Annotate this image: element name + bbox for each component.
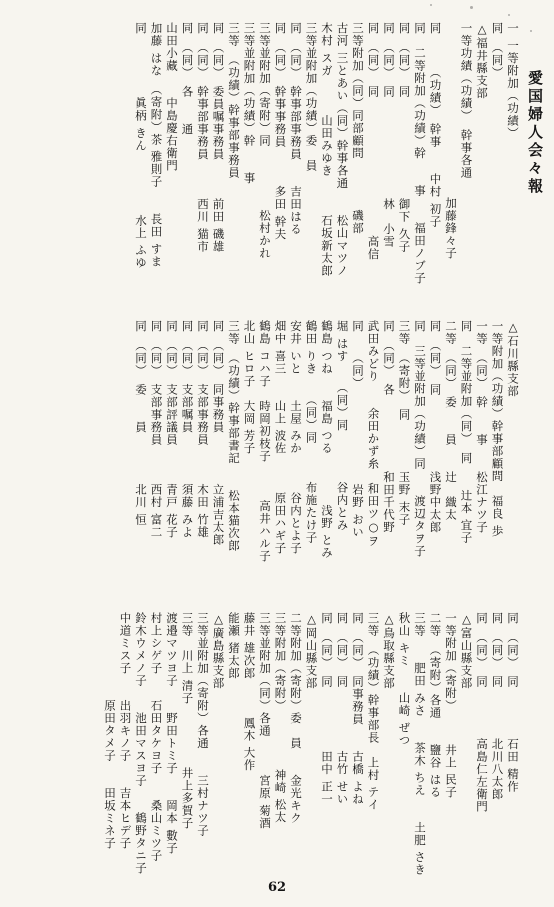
text-line: 同 （同） 同 御下 久子: [397, 22, 412, 253]
text-line: 同 （同） 支部評議員 青戸 花子: [165, 320, 179, 539]
text-line: 同 二等並附加（同） 同 辻本 宜子: [459, 320, 474, 544]
text-line: 中道ミス子 出羽キノ子 吉本ヒデ子: [118, 612, 133, 850]
text-line: 藤井 雄次郎 鳳木 大作: [242, 612, 257, 772]
text-line: 同 （同） 同 林 小雪: [382, 22, 396, 248]
text-line: 同 三等並附加（功績）同 渡辺タヲ子: [413, 320, 427, 558]
text-line: 一等功績（功績） 幹事各通: [459, 22, 474, 179]
text-line: 同 （同） 同 高信: [366, 22, 381, 261]
text-line: 一等附加（寄附） 井上 民子: [444, 612, 458, 799]
text-line: △石川縣支部: [506, 320, 520, 398]
text-line: 古河 三とあい（同）幹事各通 松山マツノ: [335, 22, 350, 277]
text-line: 同 二等附加（功績）幹 事 福田ノブ子: [413, 22, 427, 285]
text-line: 加藤鋒々子: [444, 22, 458, 260]
text-line: △廣島縣支部: [211, 612, 226, 690]
text-line: 同 （同） 支部事務員 木田 竹雄: [196, 320, 210, 539]
text-block-middle: [133, 320, 521, 608]
text-line: 三等並附加（功績）幹 事: [242, 22, 257, 185]
page-title: 愛国婦人会々報: [526, 70, 544, 196]
text-line: 渡邉マツヨ子 野田トミ子 岡本 數子: [165, 612, 179, 855]
text-line: 三等並附加（功績）委 員: [304, 22, 319, 172]
text-line: 同 （同） 各 和田千代野: [382, 320, 396, 534]
text-line: 二等附加（寄附）委 員 金光キク: [289, 612, 303, 825]
text-line: 原田タメ子 田坂ミネ子: [103, 612, 117, 850]
text-line: 同 （同） 幹事事務員 多田 幹夫: [273, 22, 288, 241]
text-line: 安井 いと 土屋 みか 谷内とよ子: [289, 320, 303, 555]
text-line: 村上シゲ子 石田タケヨ子 桑山ミツ子: [149, 612, 164, 862]
page-number: 62: [267, 880, 287, 895]
text-line: 三等 肥田 みさ 茶木 ちえ 土肥 さき: [413, 612, 427, 876]
text-line: 三等 （功績）幹事部事務員: [227, 22, 241, 179]
text-line: 三等並附加（寄附）各通 三村ナツ子: [196, 612, 210, 837]
text-line: 同 （同） 同 浅野中太郎: [428, 320, 443, 534]
text-line: 二等 （同） 委 員 辻 織太: [444, 320, 458, 521]
text-line: 三等附加（同）同部顧問 磯部: [351, 22, 365, 235]
text-line: 北山 ヒロ子 大岡 芳子: [242, 320, 257, 455]
text-line: 同 （同） 支部事務員 西村 富二: [149, 320, 164, 539]
text-line: 一 一等附加（功績）: [506, 22, 520, 140]
text-line: 鶴島 つね 福島 つる 浅野 とみ: [320, 320, 334, 559]
text-line: 同 （功績） 幹事 中村 初子: [428, 22, 443, 228]
text-line: 同 （同） 同事務員 古橋 よね: [351, 612, 365, 806]
text-line: 鈴木ウメノ子 池田マスヨ子 鶴野タニ子: [134, 612, 148, 875]
text-line: 同 （同） 岩野 おい: [351, 320, 365, 539]
text-line: 同 （同） 幹事部事務員 西川 猫市: [196, 22, 210, 253]
text-line: △岡山縣支部: [304, 612, 319, 690]
text-line: △鳥取縣支部: [382, 612, 396, 690]
text-line: 同 （同） 同 古竹 せい: [335, 612, 350, 806]
text-line: 山田小藏 中島慶右衛門: [165, 22, 179, 172]
text-block-lower: [102, 612, 521, 882]
text-line: 鶴島 コハ子 時岡初枝子 高井ハル子: [258, 320, 272, 563]
text-line: 一等附加（功績）幹事部顧問 福良 歩: [490, 320, 505, 538]
text-line: 武田みどり 余田かず糸 和田ツ○ヲ: [366, 320, 381, 548]
text-line: △福井縣支部: [475, 22, 489, 100]
text-line: 同 （同） 同 石田 精作: [506, 612, 520, 793]
text-line: 畑中 喜三 山上 波佐 原田ハギ子: [273, 320, 288, 555]
text-line: 同 （同） 支部嘱員 須藤 みよ: [180, 320, 195, 539]
text-line: 秋山 キミ 山崎 ぜつ: [397, 612, 412, 747]
text-line: 三等 （功績）幹事部長 上村 テイ: [366, 612, 381, 811]
text-line: 鶴田 りき （同）同 布施たけ子: [304, 320, 319, 544]
text-line: 同 眞柄 きん 水上 ふゆ: [134, 22, 148, 269]
text-line: 三等並附加（寄附）同 松村かれ: [258, 22, 272, 260]
text-line: 堀 はす （同）同 谷内とみ: [335, 320, 350, 532]
text-line: 一等 （同） 幹 事 松江ナツ子: [475, 320, 489, 534]
text-line: 同 （同） 委 員 北川 恒: [134, 320, 148, 526]
text-line: 三等 （寄附） 同 玉野 末子: [397, 320, 412, 526]
text-line: 同 （同） 幹事部事務員 吉田はる: [289, 22, 303, 236]
text-line: 同 （同） 同 北川八太郎: [490, 612, 505, 801]
text-line: 三等並附加（同）各通 宮原 菊酒: [258, 612, 272, 830]
text-line: 三等附加（寄附） 神崎 松太: [273, 612, 288, 824]
text-line: 同 （同） 同事務員 立浦吉太郎: [211, 320, 226, 546]
text-line: 同 （同） 各 通: [180, 22, 195, 136]
text-line: 能瀬 猪太郎: [227, 612, 241, 680]
text-line: 三等 川上 清子 井上多賀子: [180, 612, 195, 830]
text-line: 二等 （寄附）各通 鹽谷 はる: [428, 612, 443, 799]
text-line: 木村 スガ 山田みゆき 石坂新太郎: [320, 22, 334, 277]
text-line: 三等 （功績）幹事部書記 松本猫次郎: [227, 320, 241, 552]
text-line: 同 （同） 委員嘱事務員 前田 磯雄: [211, 22, 226, 253]
text-line: 同 （同） 同 田中 正一: [320, 612, 334, 806]
text-line: 同 （同）: [490, 22, 505, 79]
text-line: 同 （同） 同 高島仁左衛門: [475, 612, 489, 813]
text-line: 加藤 はな （寄附）茶 雅則子 長田 すま: [149, 22, 164, 268]
text-block-upper: [133, 22, 521, 314]
text-line: △富山縣支部: [459, 612, 474, 690]
